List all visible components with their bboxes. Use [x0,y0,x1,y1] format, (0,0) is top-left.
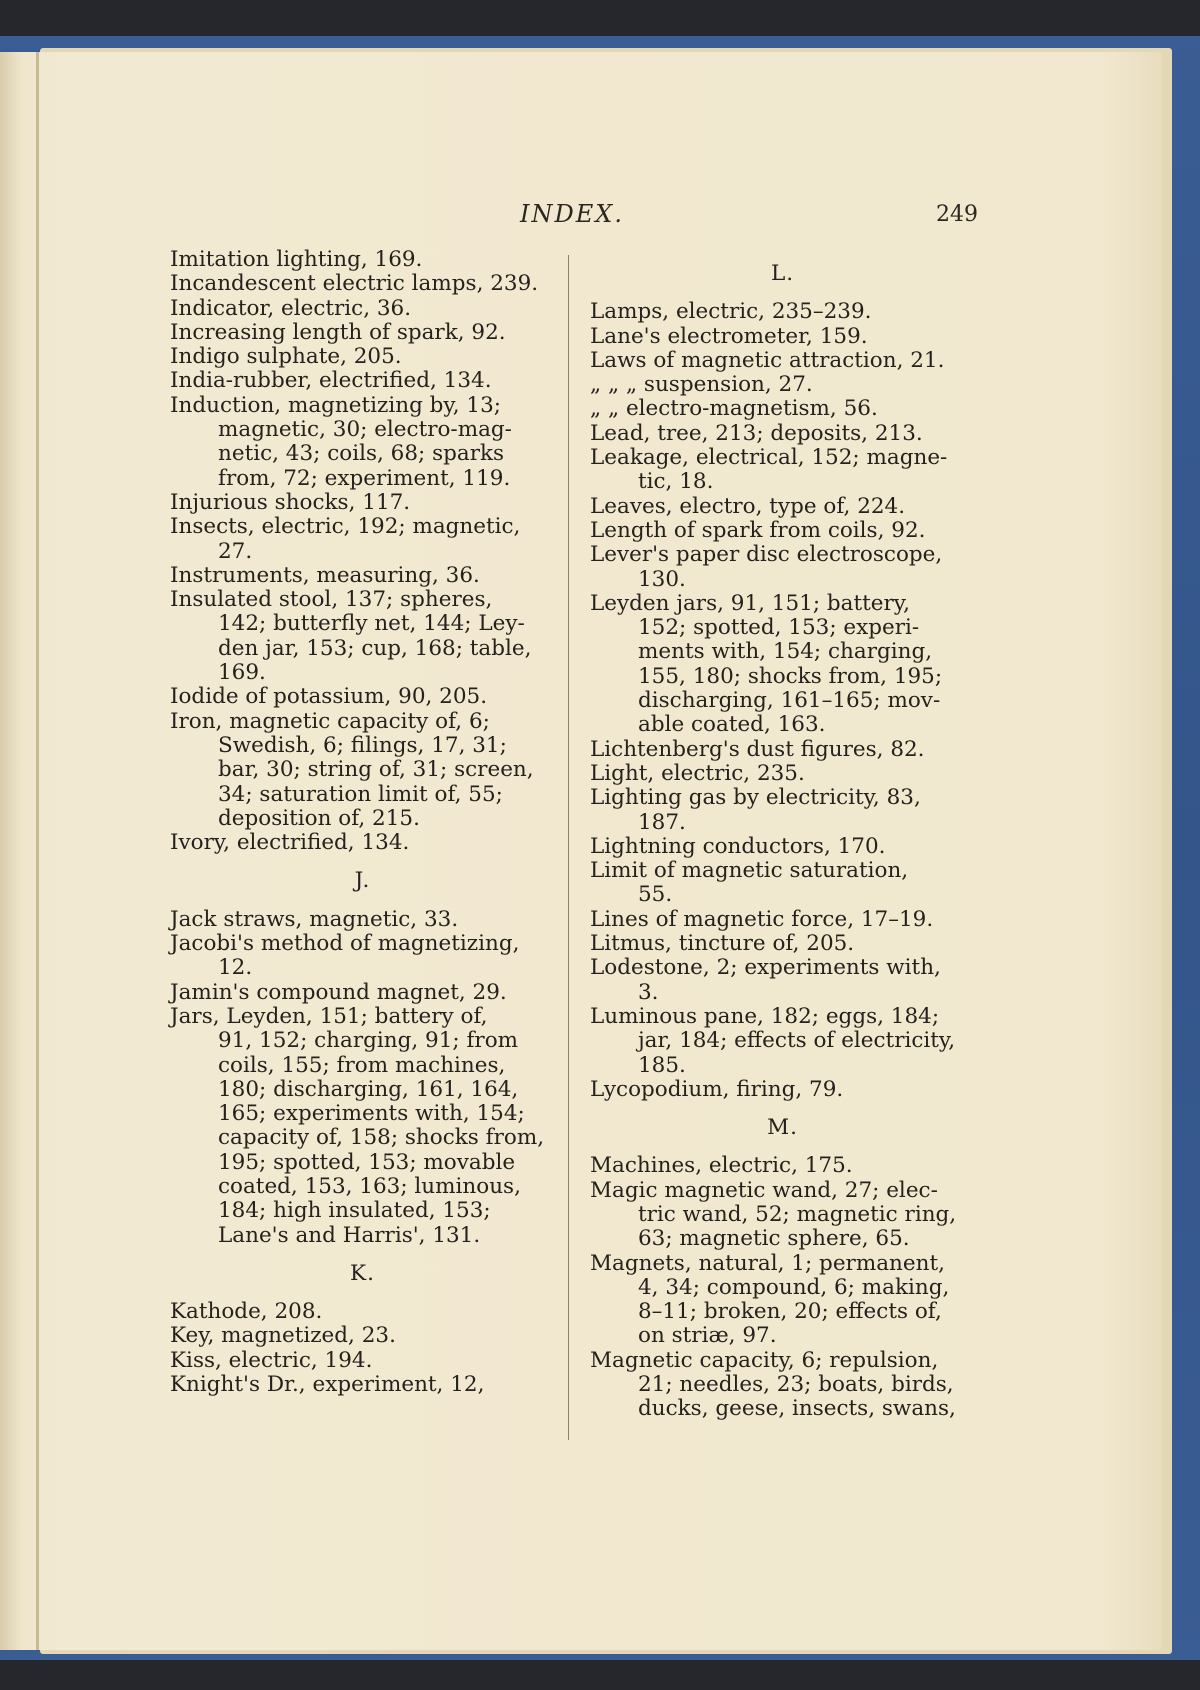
cover-top-edge [0,0,1200,36]
running-header: INDEX. [520,200,624,228]
index-entry-line: 155, 180; shocks from, 195; [638,663,943,689]
index-entry-line: Lamps, electric, 235–239. [590,299,872,325]
index-entry-line: 12. [218,955,253,981]
index-entry-line: Lane's and Harris', 131. [218,1222,481,1248]
index-entry-line: Indicator, electric, 36. [170,295,412,321]
index-entry-line: ments with, 154; charging, [638,639,933,665]
index-entry-line: „ „ „ suspension, 27. [590,372,813,398]
index-entry-line: Leyden jars, 91, 151; battery, [590,590,910,616]
index-entry-line: 195; spotted, 153; movable [218,1149,516,1175]
index-entry-line: Lodestone, 2; experiments with, [590,955,941,981]
index-entry-line: Machines, electric, 175. [590,1153,853,1179]
index-entry-line: Insulated stool, 137; spheres, [170,587,493,613]
index-entry-line: Jacobi's method of magnetizing, [170,931,520,957]
index-entry [590,349,975,373]
index-column-left [170,248,555,1397]
index-entry-line: 184; high insulated, 153; [218,1198,491,1224]
index-entry [590,932,975,956]
index-entry-line: Jack straws, magnetic, 33. [170,906,459,932]
section-letter: K. [350,1260,375,1286]
index-entry-line: from, 72; experiment, 119. [218,465,511,491]
index-entry-line: „ „ electro-magnetism, 56. [590,396,878,422]
index-entry-line: den jar, 153; cup, 168; table, [218,635,532,661]
index-entry [590,543,975,592]
cover-bottom-edge [0,1660,1200,1690]
index-entry [170,932,555,981]
index-entry-line: Knight's Dr., experiment, 12, [170,1372,485,1398]
index-entry [170,1349,555,1373]
index-entry [590,1005,975,1078]
index-entry-line: Lead, tree, 213; deposits, 213. [590,420,923,446]
index-entry-line: Instruments, measuring, 36. [170,562,480,588]
index-entry [170,491,555,515]
index-entry [590,1349,975,1422]
index-entry-line: Indigo sulphate, 205. [170,344,402,370]
index-entry [170,272,555,296]
index-entry-line: Leaves, electro, type of, 224. [590,493,906,519]
index-entry-line: 152; spotted, 153; experi- [638,615,920,641]
index-entry [170,588,555,685]
index-entry [170,710,555,831]
index-entry [590,592,975,738]
index-entry-line: Laws of magnetic attraction, 21. [590,347,945,373]
index-entry-line: Insects, electric, 192; magnetic, [170,514,521,540]
index-column-right [590,248,975,1422]
index-entry [170,908,555,932]
index-entry-line: netic, 43; coils, 68; sparks [218,441,505,467]
index-entry [590,1252,975,1349]
index-entry [170,369,555,393]
index-entry-line: 3. [638,979,659,1005]
index-entry-line: coated, 153, 163; luminous, [218,1173,521,1199]
index-entry-line: tic, 18. [638,469,714,495]
index-entry-line: Lighting gas by electricity, 83, [590,785,921,811]
index-entry-line: capacity of, 158; shocks from, [218,1125,545,1151]
index-entry [170,564,555,588]
index-entry-line: 130. [638,566,686,592]
index-entry-line: Increasing length of spark, 92. [170,319,506,345]
index-entry [170,248,555,272]
index-entry-line: tric wand, 52; magnetic ring, [638,1201,957,1227]
index-entry-line: Length of spark from coils, 92. [590,517,926,543]
index-entry-line: Ivory, electrified, 134. [170,830,410,856]
index-entry-line: 169. [218,660,266,686]
index-entry-line: 142; butterfly net, 144; Ley- [218,611,525,637]
index-entry-line: Lane's electrometer, 159. [590,323,868,349]
index-entry-line: Lines of magnetic force, 17–19. [590,906,934,932]
index-entry [170,685,555,709]
index-entry-line: 187. [638,809,686,835]
index-entry [590,446,975,495]
index-entry-line: Iron, magnetic capacity of, 6; [170,708,490,734]
index-entry-line: 55. [638,882,673,908]
index-entry-line: Jamin's compound magnet, 29. [170,979,507,1005]
index-entry [590,300,975,324]
index-entry-line: Magnetic capacity, 6; repulsion, [590,1347,939,1373]
index-entry-line: 165; experiments with, 154; [218,1101,525,1127]
index-entry [590,519,975,543]
index-entry-line: 63; magnetic sphere, 65. [638,1226,910,1252]
index-entry-line: magnetic, 30; electro-mag- [218,417,512,443]
index-entry-line: Incandescent electric lamps, 239. [170,271,539,297]
index-entry [170,1324,555,1348]
page-number: 249 [936,202,978,227]
index-entry [590,762,975,786]
index-entry-line: deposition of, 215. [218,805,420,831]
index-entry-line: 4, 34; compound, 6; making, [638,1274,950,1300]
index-entry-line: Injurious shocks, 117. [170,489,411,515]
index-entry-line: 8–11; broken, 20; effects of, [638,1299,942,1325]
index-entry-line: Luminous pane, 182; eggs, 184; [590,1003,940,1029]
index-entry-line: Limit of magnetic saturation, [590,858,909,884]
index-entry [170,394,555,491]
index-entry [590,1179,975,1252]
index-entry-line: Lever's paper disc electroscope, [590,542,943,568]
index-entry-line: Jars, Leyden, 151; battery of, [170,1003,488,1029]
index-entry [170,981,555,1005]
index-entry-line: Leakage, electrical, 152; magne- [590,445,948,471]
index-entry [590,1078,975,1102]
index-entry-line: 91, 152; charging, 91; from [218,1028,519,1054]
index-entry [590,1154,975,1178]
index-entry-line: Swedish, 6; filings, 17, 31; [218,732,507,758]
index-entry [170,297,555,321]
index-entry-line: Lightning conductors, 170. [590,833,886,859]
index-entry-line: 27. [218,538,253,564]
index-entry [170,1005,555,1248]
index-entry-line: Lycopodium, firing, 79. [590,1076,844,1102]
index-entry-line: discharging, 161–165; mov- [638,688,941,714]
index-entry-line: Imitation lighting, 169. [170,247,423,272]
section-letter: J. [354,868,371,894]
index-entry [170,1373,555,1397]
index-entry-line: Iodide of potassium, 90, 205. [170,684,488,710]
index-entry-line: jar, 184; effects of electricity, [638,1028,956,1054]
index-entry-line: Key, magnetized, 23. [170,1323,396,1349]
index-entry-line: 21; needles, 23; boats, birds, [638,1372,954,1398]
index-entry-line: 180; discharging, 161, 164, [218,1076,519,1102]
index-entry [590,422,975,446]
index-entry-line: coils, 155; from machines, [218,1052,506,1078]
index-entry [590,738,975,762]
index-entry [590,786,975,835]
page-gutter [36,52,39,1650]
index-entry [590,325,975,349]
index-entry-line: Light, electric, 235. [590,760,805,786]
index-entry [590,495,975,519]
index-entry-line: Kathode, 208. [170,1299,323,1325]
index-entry-line: Lichtenberg's dust figures, 82. [590,736,925,762]
section-letter: M. [767,1115,798,1141]
index-entry-line: 185. [638,1052,686,1078]
index-entry-line: Kiss, electric, 194. [170,1347,373,1373]
index-entry-line: on striæ, 97. [638,1323,777,1349]
index-entry [590,373,975,397]
index-entry-line: Induction, magnetizing by, 13; [170,392,501,418]
index-entry-line: bar, 30; string of, 31; screen, [218,757,534,783]
index-entry-line: Litmus, tincture of, 205. [590,931,855,957]
index-entry [590,908,975,932]
index-entry [170,831,555,855]
column-divider [568,255,569,1440]
index-entry-line: ducks, geese, insects, swans, [638,1396,956,1422]
index-entry [170,345,555,369]
index-entry [170,515,555,564]
index-entry [590,859,975,908]
index-entry [590,956,975,1005]
index-entry-line: India-rubber, electrified, 134. [170,368,492,394]
index-entry [590,397,975,421]
index-entry-line: 34; saturation limit of, 55; [218,781,503,807]
index-entry-line: Magic magnetic wand, 27; elec- [590,1177,938,1203]
index-entry-line: able coated, 163. [638,712,826,738]
index-entry [590,835,975,859]
index-entry [170,1300,555,1324]
section-letter: L. [770,261,795,286]
index-entry [170,321,555,345]
index-entry-line: Magnets, natural, 1; permanent, [590,1250,945,1276]
